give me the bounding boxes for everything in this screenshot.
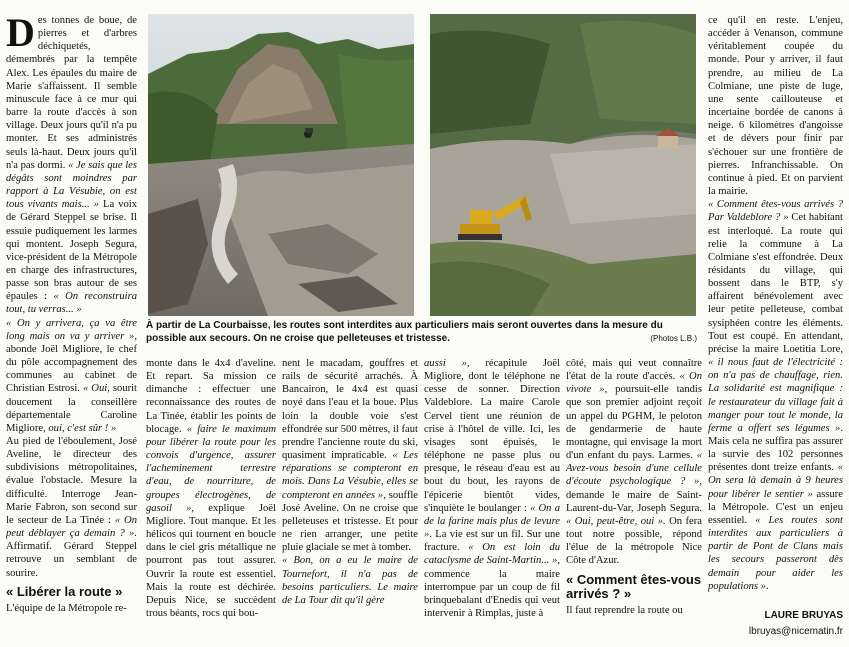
paragraph: côté, mais qui veut connaître l'état de la route d'accès. « On vivote », poursuit-elle tandis que son premier adjoint reçoit un appel du PGHM, le peloton de gendarmerie de haute montagne, qui envisage la mort d'un enfant du pays. Larmes. « Avez-vous besoin d'une cellule d'écoute psychologique ? », demande le maire de Saint-Laurent-du-Var, Joseph Segura. « Oui, peut-être, oui ». On fera tout notre possible, répond l'élue de la métropole Nice Côte d'Azur. (566, 358, 702, 567)
photo-mudslide-image (148, 14, 414, 316)
photo-caption (146, 320, 700, 345)
paragraph: « On y arrivera, ça va être long mais on va y arriver », abonde Joël Migliore, le chef du pôle accompagnement des communes au cabinet de Christian Estrosi. « Oui, sourit doucement la conseillère départementale Caroline Migliore, oui, c'est sûr ! » (6, 317, 137, 434)
article-column-4 (424, 357, 560, 647)
paragraph: Au pied de l'éboulement, José Aveline, le directeur des subdivisions métropolitaines, évalue l'obstacle. Mesure la difficulté. Interroge Jean-Marie Fabron, son second sur le secteur de La Tinée : « On peut déblayer ça demain ? ». Affirmatif. Gérard Steppel retrouve un semblant de sourire. (6, 436, 137, 579)
article-column-1 (6, 14, 137, 644)
author-name: LAURE BRUYAS (764, 610, 843, 621)
subheading-comment-etes-vous-arrives: « Comment êtes-vous arrivés ? » (566, 571, 702, 601)
caption-text: À partir de La Courbaisse, les routes sont interdites aux particuliers mais seront ouvertes dans la mesure du possible aux secours. On ne croise que pelleteuses et tristesse. (146, 320, 663, 344)
photo-mudslide-road (148, 14, 414, 316)
subheading-liberer-la-route: « Libérer la route » (6, 583, 123, 599)
photo-excavator-image (430, 14, 696, 316)
author-email: lbruyas@nicematin.fr (748, 626, 843, 637)
paragraph: nent le macadam, gouffres et rails de sécurité arrachés. À Bancairon, le 4x4 est quasi noyé dans l'eau et la boue. Plus loin la double voie s'est effondrée sur 500 mètres, il faut prendre l'ancienne route du ski, quasiment impraticable. « Les réparations se compteront en mois. Dans La Vésubie, elles se compteront en années », souffle José Aveline. On ne croise que pelleteuses et tristesse. Et pour ne rien arranger, une petite pluie glaciale se met à tomber. (282, 358, 418, 554)
paragraph: ce qu'il en reste. L'enjeu, accéder à Venanson, commune véritablement coupée du monde. Pour y arriver, il faut prendre, au milieu de La Colmiane, une piste de luge, une sente caillouteuse et incertaine bordée de canons à neige. 6 kilomètres d'angoisse et de dévers pour finir par s'échouer sur une frontière de pierres. Infranchissable. On continue à pied. Et on parvient la mairie. (708, 15, 843, 198)
photo-credit: (Photos L.B.) (650, 334, 697, 343)
drop-cap: D (6, 14, 35, 55)
article-column-5 (566, 357, 702, 647)
paragraph: es tonnes de boue, de pierres et d'arbres déchiquetés, démembrés par la tempête Alex. Les épaules du maire de Marie s'affaissent. Il semble minuscule face à ce mur qui barre la route d'accès à son village. Deux jours qu'il n'a pu monter. Et ses administrés seuls là-haut. Deux jours qu'il n'a pas dormi. « Je sais que les dégâts sont moindres par rapport à La Vésubie, on est tous vivants mais... » La voix de Gérard Steppel se brise. Il essuie pudiquement les larmes qui montent. Joseph Segura, vice-président de la Métropole en charge des infrastructures, passe son bras autour de ses épaules : « On reconstruira tout, tu verras... » (6, 15, 137, 316)
paragraph: L'équipe de la Métropole re- (6, 602, 127, 614)
article-column-6 (708, 14, 843, 644)
article-column-2 (146, 357, 276, 647)
paragraph: « Comment êtes-vous arrivés ? Par Valdeblore ? » Cet habitant est interloqué. La route qui relie la commune à La Colmiane s'est effondrée. Deux résidants du village, qui bossent dans le BTP, s'y affairent bénévolement avec leur petite pelleteuse, combat sysiphéen contre les éléments. Tout est coupé. En attendant, précise la maire Loetitia Lore, « il nous faut de l'électricité : on n'a pas de chauffage, rien. La solidarité est magnifique : le restaurateur du village fait à manger pour tout le monde, la ferme a offert ses légumes ». Mais cela ne suffira pas assurer la survie des 102 personnes présentes dont treize enfants. « On sera là demain à 9 heures pour libérer le sentier » assure la Métropole. C'est un enjeu essentiel. « Les routes sont interdites aux particuliers à partir de Pont de Clans mais les secours passeront dès demain pour aider les populations ». (708, 199, 843, 592)
paragraph: monte dans le 4x4 d'aveline. Et repart. Sa mission ce dimanche : effectuer une reconnaissance des routes de La Tinée, établir les points de blocage. « faire le maximum pour libérer la route pour les convois d'urgence, assurer l'acheminement terrestre d'eau, de nourriture, de groupes électrogènes, de gasoil », explique Joël Migliore. Tout manque. Et les hélicos qui tournent en boucle dans le ciel gris métallique ne pourront pas tout assurer. Ouvrir la route est essentiel. Mais la route est déchirée. Depuis Nice, se succèdent trous béants, rocs qui bou- (146, 358, 276, 619)
paragraph: « Bon, on a eu le maire de Tournefort, il n'a pas de besoins particuliers. Le maire de La Tour dit qu'il gère (282, 555, 418, 606)
paragraph: aussi », récapitule Joël Migliore, dont le téléphone ne cesse de sonner. Direction Valdeblore. La maire Carole Cervel tient une réunion de crise à l'hôtel de ville. Ici, les visages sont épuisés, le téléphone ne passe plus ou presque, le réseau d'eau est au bout du bout, les rayons de l'épicerie bientôt vides, s'inquiète le boulanger : « On a de la farine mais plus de levure ». La vie est sur un fil. Sur une fracture. « On est loin du cataclysme de Saint-Martin... », commence la maire interrompue par un coup de fil brinquebalant d'Enedis qui veut intervenir à Rimplas, juste à (424, 358, 560, 619)
paragraph: Il faut reprendre la route ou (566, 604, 683, 616)
photo-excavator-valley (430, 14, 696, 316)
article-column-3 (282, 357, 418, 647)
